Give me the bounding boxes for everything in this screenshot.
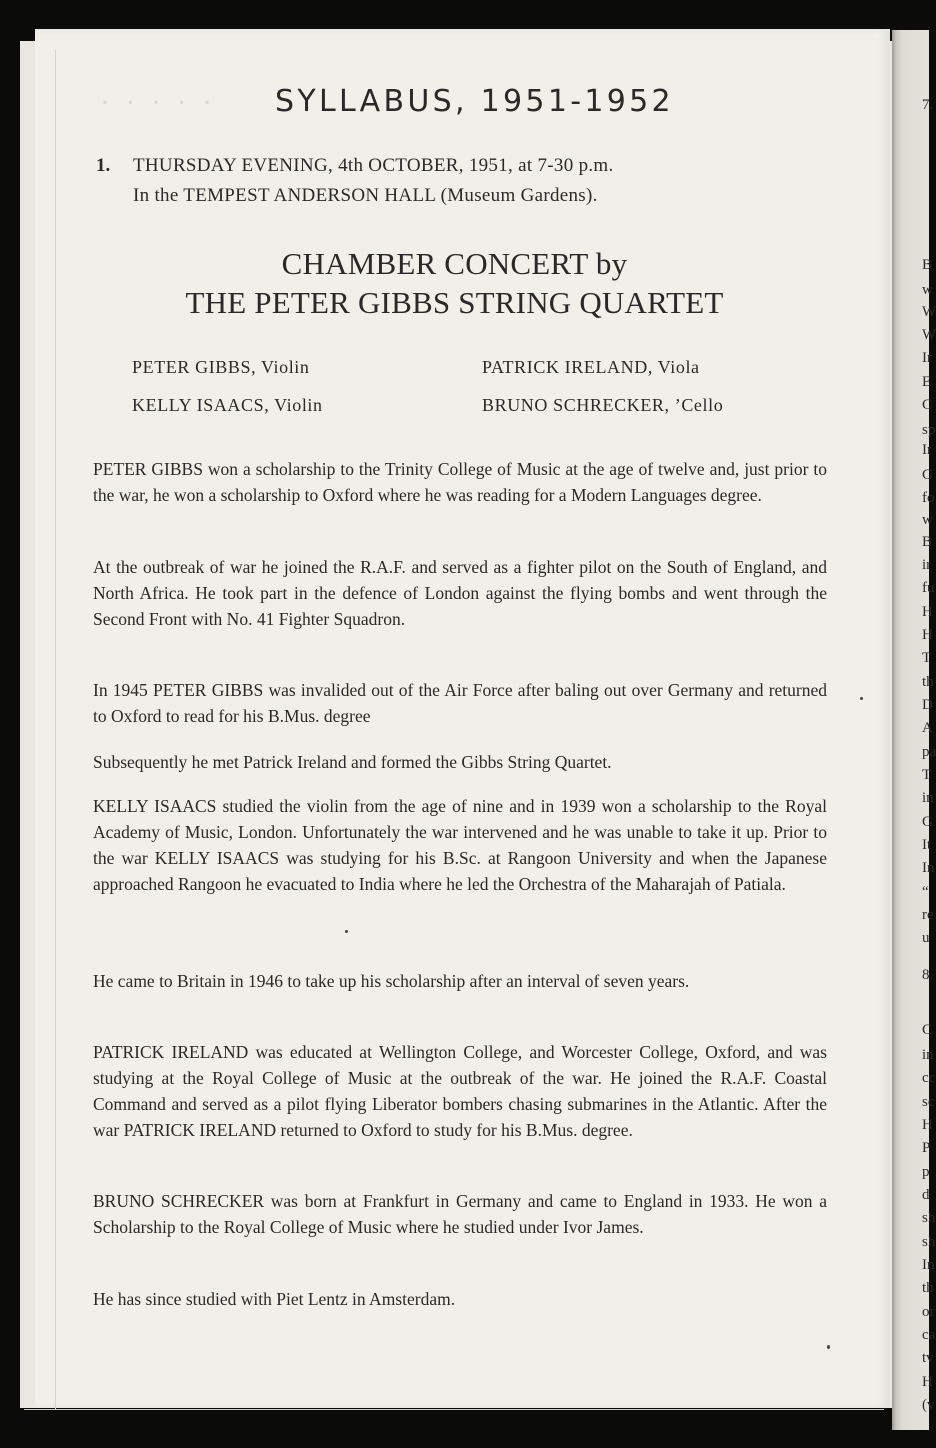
adjacent-page-fragment: in <box>922 1047 934 1063</box>
page-bottom-edge <box>24 1409 884 1410</box>
adjacent-page-fragment: ca <box>922 1327 936 1343</box>
adjacent-page-fragment: H <box>922 1374 933 1390</box>
adjacent-page-fragment: Ir <box>922 350 932 366</box>
paragraph-bruno-amsterdam: He has since studied with Piet Lentz in Amsterdam. <box>93 1289 456 1309</box>
paragraph-quartet-formed: Subsequently he met Patrick Ireland and formed the Gibbs String Quartet. <box>93 752 612 772</box>
adjacent-page-fragment: u <box>922 930 930 946</box>
adjacent-page-fragment: T <box>922 650 932 666</box>
adjacent-page-fragment: H <box>922 627 933 643</box>
adjacent-page-fragment: H <box>922 604 933 620</box>
paragraph-kelly-isaacs-britain: He came to Britain in 1946 to take up his scholarship after an interval of seven years. <box>93 971 690 991</box>
adjacent-page-fragment: It <box>922 837 932 853</box>
member-peter-gibbs: PETER GIBBS, Violin <box>132 357 310 377</box>
adjacent-page-fragment: 8. <box>922 967 934 983</box>
adjacent-page-fragment: B <box>922 534 933 550</box>
adjacent-page-fragment: fu <box>922 580 935 596</box>
paragraph-bruno-schrecker: BRUNO SCHRECKER was born at Frankfurt in Germany and came to England in 1933. He won a Scholarship to the Royal College of Music where he studied under Ivor James. <box>93 1191 827 1237</box>
adjacent-page-fragment: w <box>922 282 933 298</box>
member-patrick-ireland: PATRICK IRELAND, Viola <box>482 357 700 377</box>
paper-speck <box>827 1345 830 1349</box>
adjacent-page-fragment: sh <box>922 1234 936 1250</box>
adjacent-page-fragment: p <box>922 1164 930 1180</box>
adjacent-page-fragment: tv <box>922 1350 934 1366</box>
adjacent-page-fragment: fo <box>922 490 935 506</box>
adjacent-page-fragment: sc <box>922 1094 935 1110</box>
adjacent-page-fragment: Ir <box>922 442 932 458</box>
adjacent-page-fragment: sp <box>922 422 936 438</box>
syllabus-title: SYLLABUS, 1951-1952 <box>275 84 674 119</box>
adjacent-page-fragment: D <box>922 697 933 713</box>
paper-speck <box>860 697 863 700</box>
adjacent-page-fragment: sh <box>922 1210 936 1226</box>
adjacent-page-fragment: H <box>922 1117 933 1133</box>
adjacent-page-fragment: 7. <box>922 97 934 113</box>
adjacent-page-fragment: in <box>922 790 934 806</box>
concert-title-text: CHAMBER CONCERT by <box>281 246 628 281</box>
adjacent-page-fragment: In <box>922 1257 935 1273</box>
member-bruno-schrecker: BRUNO SCHRECKER, ’Cello <box>482 395 724 415</box>
paragraph-patrick-ireland: PATRICK IRELAND was educated at Wellington College, and Worcester College, Oxford, and was studying at the Royal College of Music at the outbreak of the war. He joined the R.A.F. Coastal Command and served as a pilot flying Liberator bombers chasing submarines in the Atlantic. After the war PATRICK IRELAND returned to Oxford to study for his B.Mus. degree. <box>93 1042 827 1140</box>
adjacent-page-fragment: T <box>922 767 932 783</box>
adjacent-page-fragment: w <box>922 512 933 528</box>
paragraph-kelly-isaacs: KELLY ISAACS studied the violin from the age of nine and in 1939 won a scholarship to the Royal Academy of Music, London. Unfortunately the war intervened and he was unable to take it up. Prior to the war KELLY ISAACS was studying for his B.Sc. at Rangoon University and when the Japanese approached Rangoon he evacuated to India where he led the Orchestra of the Maharajah of Patiala. <box>93 796 827 894</box>
paper-speck <box>345 930 348 933</box>
event-datetime: THURSDAY EVENING, 4th OCTOBER, 1951, at 7-30 p.m. <box>133 155 614 176</box>
quartet-name: THE PETER GIBBS STRING QUARTET <box>185 285 724 320</box>
concert-title-line1 <box>0 246 919 282</box>
adjacent-page-fragment: th <box>922 674 934 690</box>
adjacent-page-fragment: C <box>922 397 933 413</box>
adjacent-page-fragment: th <box>922 1280 934 1296</box>
paragraph-peter-gibbs-scholarship: PETER GIBBS won a scholarship to the Trinity College of Music at the age of twelve and, just prior to the war, he won a scholarship to Oxford where he was reading for a Modern Languages degree. <box>93 459 827 505</box>
adjacent-page-fragment: “ <box>922 884 929 900</box>
adjacent-page-fragment: (v <box>922 1397 935 1413</box>
adjacent-page-fragment: W <box>922 304 936 320</box>
adjacent-page-fragment: or <box>922 1304 935 1320</box>
event-number: 1. <box>96 155 111 176</box>
adjacent-page-fragment: P <box>922 1140 931 1156</box>
adjacent-page-fragment: pa <box>922 744 936 760</box>
adjacent-page-fragment: d <box>922 1187 930 1203</box>
adjacent-page-fragment: W <box>922 327 936 343</box>
event-venue: In the TEMPEST ANDERSON HALL (Museum Gardens). <box>133 185 598 206</box>
concert-title-line2 <box>0 285 919 321</box>
adjacent-page-fragment: re <box>922 907 934 923</box>
adjacent-page-fragment: C <box>922 1022 933 1038</box>
adjacent-page-fragment: A <box>922 720 933 736</box>
paragraph-peter-gibbs-1945: In 1945 PETER GIBBS was invalided out of the Air Force after baling out over Germany and returned to Oxford to read for his B.Mus. degree <box>93 680 827 726</box>
adjacent-page-fragment: E <box>922 374 932 390</box>
adjacent-page-edge <box>892 30 936 1430</box>
adjacent-page-fragment: B <box>922 257 933 273</box>
adjacent-page-fragment: cc <box>922 1070 936 1086</box>
adjacent-page-fragment: In <box>922 860 935 876</box>
adjacent-page-fragment: ir <box>922 557 932 573</box>
adjacent-page-fragment: G <box>922 814 933 830</box>
member-kelly-isaacs: KELLY ISAACS, Violin <box>132 395 323 415</box>
adjacent-page-fragment: G <box>922 467 933 483</box>
paragraph-peter-gibbs-war: At the outbreak of war he joined the R.A.F. and served as a fighter pilot on the South of England, and North Africa. He took part in the defence of London against the flying bombs and went through the Second Front with No. 41 Fighter Squadron. <box>93 557 827 629</box>
show-through-ghost-text: · · · · · <box>100 86 216 119</box>
